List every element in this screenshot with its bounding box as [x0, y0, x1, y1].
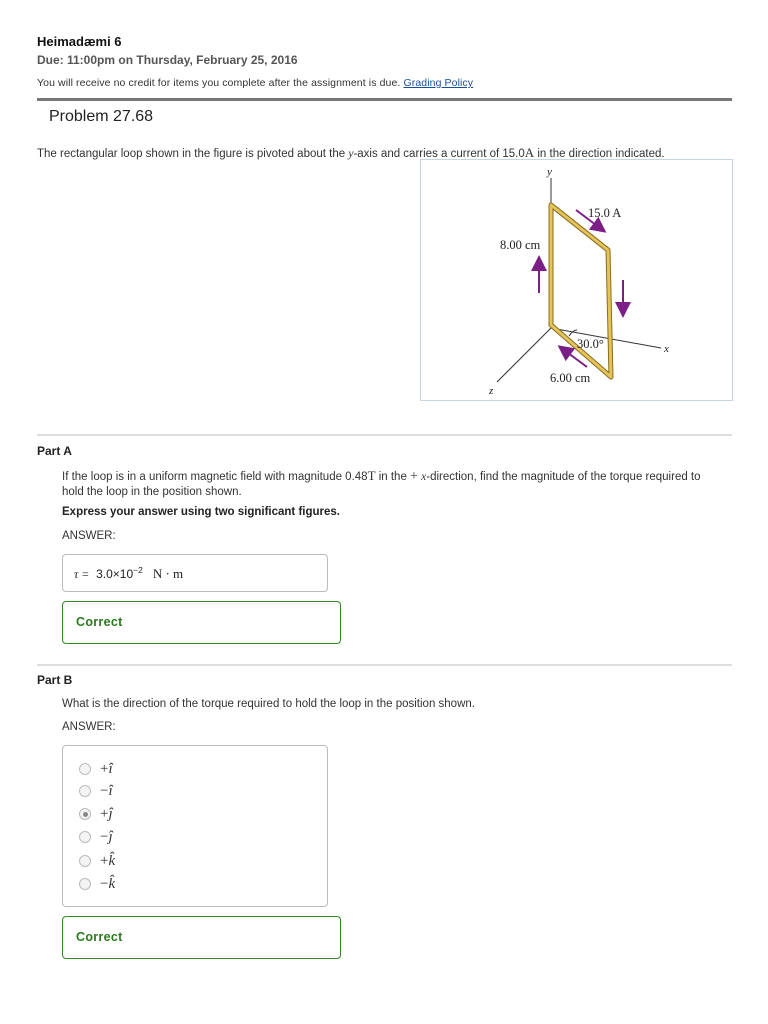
option-minus-i[interactable] [79, 781, 113, 801]
field-unit: T [367, 468, 376, 483]
radio-minus-i[interactable] [79, 785, 91, 797]
part-b-answer-label: ANSWER: [62, 721, 116, 733]
option-label: +î [100, 760, 113, 777]
y-variable: y [348, 148, 354, 160]
z-axis-line [497, 328, 551, 382]
radio-minus-j[interactable] [79, 831, 91, 843]
part-b-correct-label: Correct [76, 930, 123, 944]
z-axis-label: z [489, 385, 494, 397]
option-label: +k̂ [100, 852, 116, 869]
radio-minus-k[interactable] [79, 878, 91, 890]
part-b-title: Part B [37, 673, 73, 687]
x-axis-label: x [664, 343, 669, 355]
option-minus-k[interactable] [79, 874, 115, 894]
part-a-question-mid: in the [375, 471, 411, 483]
radio-plus-k[interactable] [79, 855, 91, 867]
part-a-title: Part A [37, 444, 72, 458]
part-a-question-post: -direction, find the magnitude of the torque required to hold the loop in the position shown. [62, 471, 701, 498]
assignment-title: Heimadæmi 6 [37, 34, 122, 49]
option-plus-k[interactable] [79, 851, 115, 871]
part-a-question-pre: If the loop is in a uniform magnetic field with magnitude 0.48 [62, 471, 368, 483]
y-axis-label: y [547, 166, 552, 178]
option-minus-j[interactable] [79, 827, 113, 847]
late-notice [37, 77, 473, 89]
header-divider [37, 98, 732, 101]
part-a-question [62, 468, 722, 500]
loop-diagram [421, 160, 732, 400]
due-date: Due: 11:00pm on Thursday, February 25, 2016 [37, 53, 298, 67]
part-a-answer [74, 565, 183, 582]
tau-variable: τ = [74, 567, 90, 581]
plus-sign: + [410, 469, 418, 484]
option-plus-j[interactable] [79, 804, 113, 824]
width-label: 6.00 cm [550, 371, 591, 385]
part-a-answer-box[interactable] [62, 554, 328, 592]
option-label: −k̂ [100, 875, 116, 892]
answer-exponent: −2 [133, 565, 143, 575]
x-variable: x [421, 471, 427, 483]
problem-text-start: The rectangular loop shown in the figure is pivoted about the [37, 148, 349, 160]
current-unit: A [524, 145, 535, 160]
option-label: +ĵ [100, 805, 113, 822]
part-b-divider [37, 664, 732, 666]
part-b-options-box [62, 745, 328, 907]
option-label: −ĵ [100, 828, 113, 845]
part-a-divider [37, 434, 732, 436]
part-b-correct-box [62, 916, 341, 959]
problem-text-end: in the direction indicated. [534, 148, 665, 160]
option-label: −î [100, 782, 113, 799]
part-a-correct-label: Correct [76, 615, 123, 629]
part-a-correct-box [62, 601, 341, 644]
loop-figure [420, 159, 733, 401]
current-label: 15.0 A [588, 206, 622, 220]
part-a-instruction: Express your answer using two significant figures. [62, 506, 340, 518]
option-plus-i[interactable] [79, 759, 113, 779]
radio-plus-i[interactable] [79, 763, 91, 775]
answer-mantissa: 3.0×10 [96, 567, 134, 581]
part-b-question: What is the direction of the torque required to hold the loop in the position shown. [62, 698, 475, 710]
height-label: 8.00 cm [500, 238, 541, 252]
problem-title: Problem 27.68 [49, 108, 154, 125]
radio-plus-j[interactable] [79, 808, 91, 820]
angle-label: 30.0° [577, 337, 604, 351]
late-notice-text: You will receive no credit for items you complete after the assignment is due. [37, 77, 401, 89]
part-a-answer-label: ANSWER: [62, 530, 116, 542]
problem-text-mid: -axis and carries a current of 15.0 [353, 148, 525, 160]
answer-unit: N · m [152, 566, 184, 581]
grading-policy-link[interactable]: Grading Policy [403, 77, 474, 89]
